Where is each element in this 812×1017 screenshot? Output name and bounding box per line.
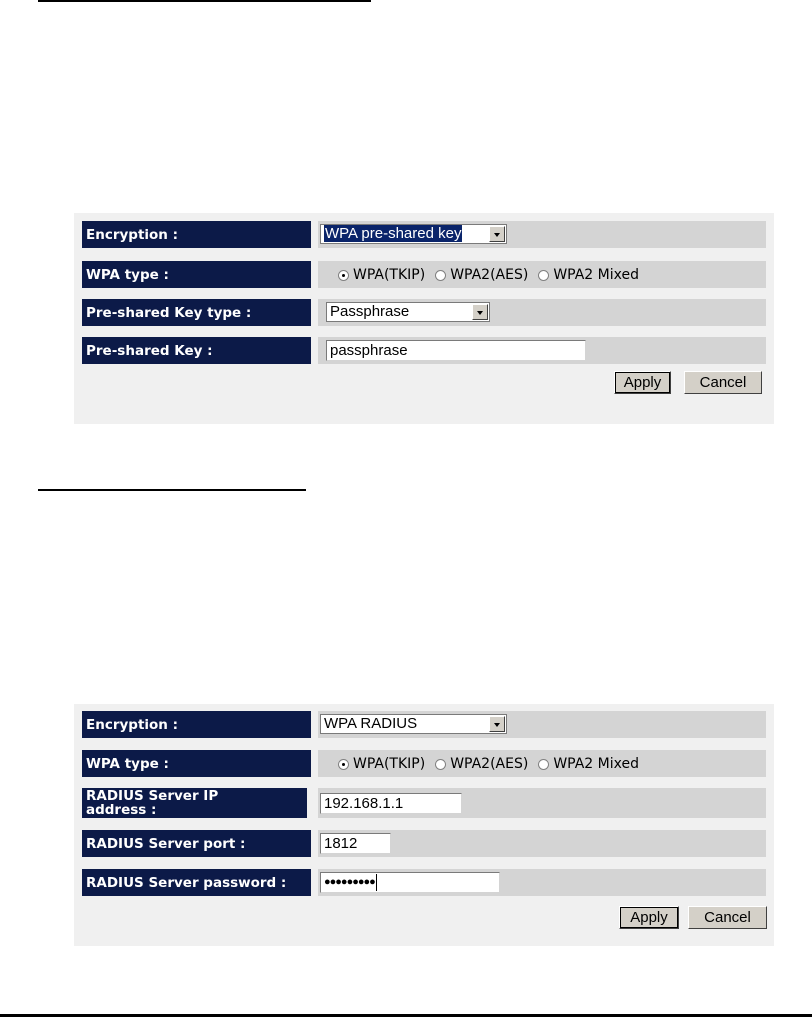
radius-server-ip-input[interactable]: 192.168.1.1 [320,793,462,814]
radius-encryption-label: Encryption : [82,711,311,738]
radius-wpa-type-cell [318,750,766,777]
radius-server-port-label: RADIUS Server port : [82,830,311,857]
psk-cancel-button[interactable]: Cancel [684,371,762,394]
radius-cancel-button[interactable]: Cancel [688,906,767,929]
radius-wpa-type-row [82,750,766,777]
radio-selected-icon[interactable] [338,759,349,770]
psk-encryption-selected: WPA pre-shared key [325,225,462,242]
psk-key-type-selected: Passphrase [330,303,410,320]
radius-server-password-label: RADIUS Server password : [82,869,311,896]
radius-radio-wpa-tkip[interactable]: WPA(TKIP) [338,755,425,773]
radio-icon[interactable] [538,270,549,281]
radius-encryption-cell [318,711,766,738]
text-caret [376,874,377,891]
heading-underline-top [38,0,371,2]
radius-server-port-cell [318,830,766,857]
radio-icon[interactable] [435,759,446,770]
radius-encryption-select[interactable] [320,714,507,734]
psk-key-type-cell [318,299,766,326]
radius-server-port-row [82,830,766,857]
psk-settings-panel [74,213,774,424]
psk-radio-wpa2-aes[interactable]: WPA2(AES) [435,266,528,284]
radius-settings-panel [74,704,774,946]
radius-apply-button[interactable]: Apply [619,906,679,929]
radius-radio-wpa2-mixed[interactable]: WPA2 Mixed [538,755,639,773]
radio-icon[interactable] [538,759,549,770]
radius-server-password-cell [318,869,766,896]
radius-server-password-row [82,869,766,896]
psk-wpa-type-row [82,261,766,288]
chevron-down-icon[interactable] [472,304,488,320]
psk-key-row [82,337,766,364]
psk-wpa-type-label: WPA type : [82,261,311,288]
chevron-down-icon[interactable] [489,226,505,242]
radius-server-ip-label: RADIUS Server IP address : [82,788,307,818]
radius-wpa-type-label: WPA type : [82,750,311,777]
chevron-down-icon[interactable] [489,716,505,732]
psk-encryption-cell [318,221,766,248]
psk-apply-button[interactable]: Apply [614,371,671,394]
psk-key-cell [318,337,766,364]
radius-server-ip-row [82,788,766,818]
psk-radio-wpa2-mixed[interactable]: WPA2 Mixed [538,266,639,284]
psk-key-input[interactable]: passphrase [326,340,586,361]
radius-server-password-mask: ●●●●●●●●● [324,876,375,888]
radius-server-ip-cell [318,788,766,818]
radius-server-password-input[interactable] [320,872,500,893]
radius-server-port-input[interactable]: 1812 [320,833,391,854]
radius-encryption-row [82,711,766,738]
psk-radio-wpa-tkip[interactable]: WPA(TKIP) [338,266,425,284]
radius-wpa-type-radios [338,755,649,773]
radio-icon[interactable] [435,270,446,281]
psk-key-label: Pre-shared Key : [82,337,311,364]
psk-key-type-row [82,299,766,326]
psk-wpa-type-cell [318,261,766,288]
radius-encryption-selected: WPA RADIUS [324,715,418,732]
psk-key-type-select[interactable] [326,302,490,322]
psk-key-type-label: Pre-shared Key type : [82,299,311,326]
psk-encryption-label: Encryption : [82,221,311,248]
psk-wpa-type-radios [338,266,649,284]
psk-encryption-select[interactable] [320,224,507,244]
radio-selected-icon[interactable] [338,270,349,281]
psk-encryption-row [82,221,766,248]
radius-radio-wpa2-aes[interactable]: WPA2(AES) [435,755,528,773]
heading-underline-middle [38,489,306,491]
